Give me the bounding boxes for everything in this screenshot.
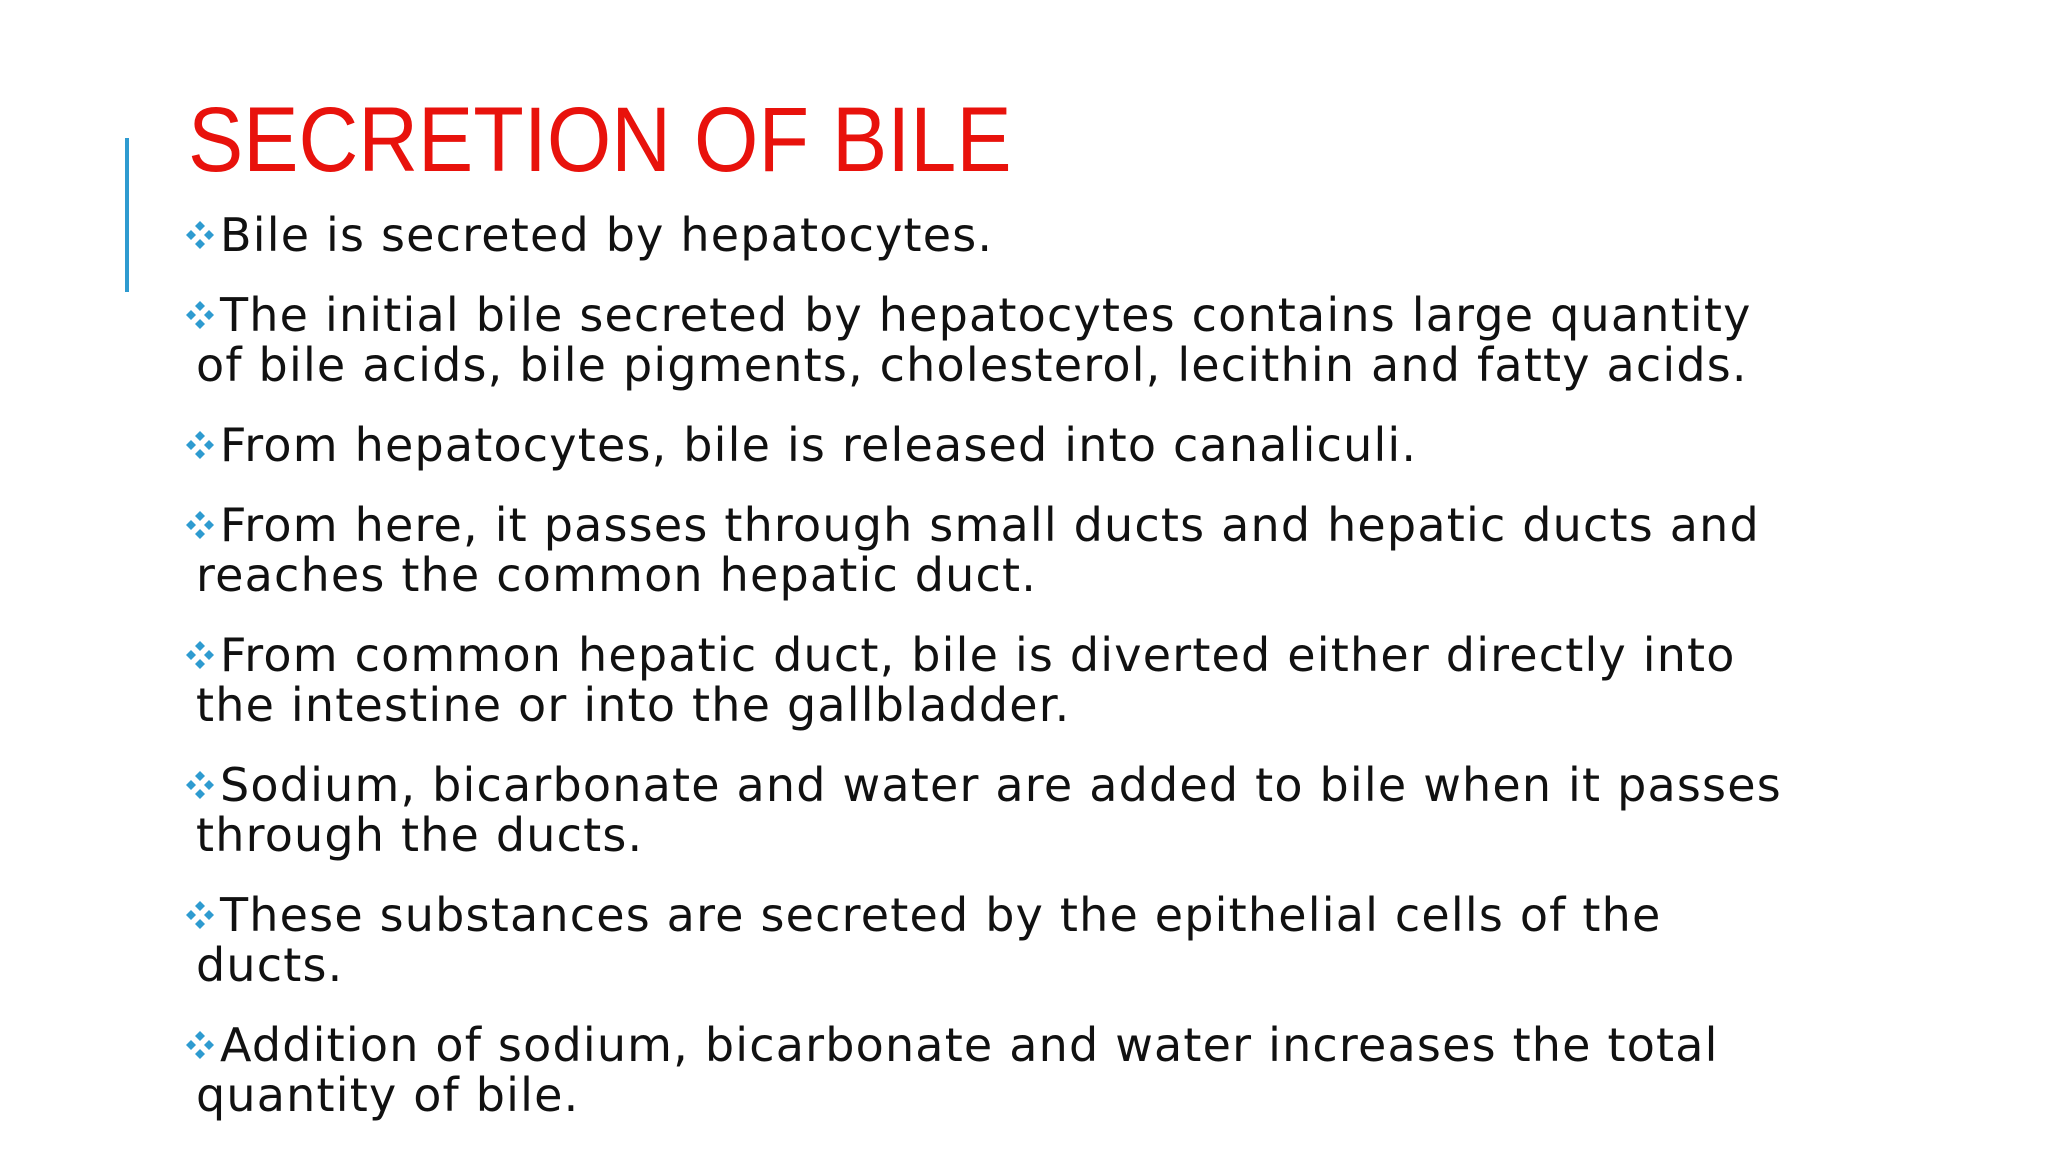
title-accent-bar — [125, 138, 129, 292]
bullet-text: Sodium, bicarbonate and water are added to bile when it passes through the ducts. — [196, 758, 1782, 862]
bullet-item — [182, 210, 1782, 260]
bullet-item — [182, 630, 1782, 730]
bullet-item — [182, 420, 1782, 470]
bullet-item — [182, 760, 1782, 860]
bullet-text: From common hepatic duct, bile is diverted either directly into the intestine or into the gallbladder. — [196, 628, 1736, 732]
bullet-text: From hepatocytes, bile is released into canaliculi. — [220, 418, 1418, 472]
four-diamond-bullet-icon — [182, 297, 218, 333]
four-diamond-bullet-icon — [182, 897, 218, 933]
bullet-item — [182, 500, 1782, 600]
four-diamond-bullet-icon — [182, 217, 218, 253]
four-diamond-bullet-icon — [182, 767, 218, 803]
bullet-item — [182, 290, 1782, 390]
bullet-text: Bile is secreted by hepatocytes. — [220, 208, 994, 262]
bullet-text: Addition of sodium, bicarbonate and water increases the total quantity of bile. — [196, 1018, 1719, 1122]
bullet-text: These substances are secreted by the epithelial cells of the ducts. — [196, 888, 1662, 992]
bullet-item — [182, 890, 1782, 990]
bullet-list — [182, 210, 1782, 1150]
bullet-text: The initial bile secreted by hepatocytes contains large quantity of bile acids, bile pigments, cholesterol, lecithin and fatty acids. — [196, 288, 1752, 392]
bullet-item — [182, 1020, 1782, 1120]
bullet-text: From here, it passes through small ducts and hepatic ducts and reaches the common hepatic duct. — [196, 498, 1760, 602]
four-diamond-bullet-icon — [182, 637, 218, 673]
four-diamond-bullet-icon — [182, 427, 218, 463]
four-diamond-bullet-icon — [182, 507, 218, 543]
slide-title: SECRETION OF BILE — [188, 89, 1012, 191]
four-diamond-bullet-icon — [182, 1027, 218, 1063]
